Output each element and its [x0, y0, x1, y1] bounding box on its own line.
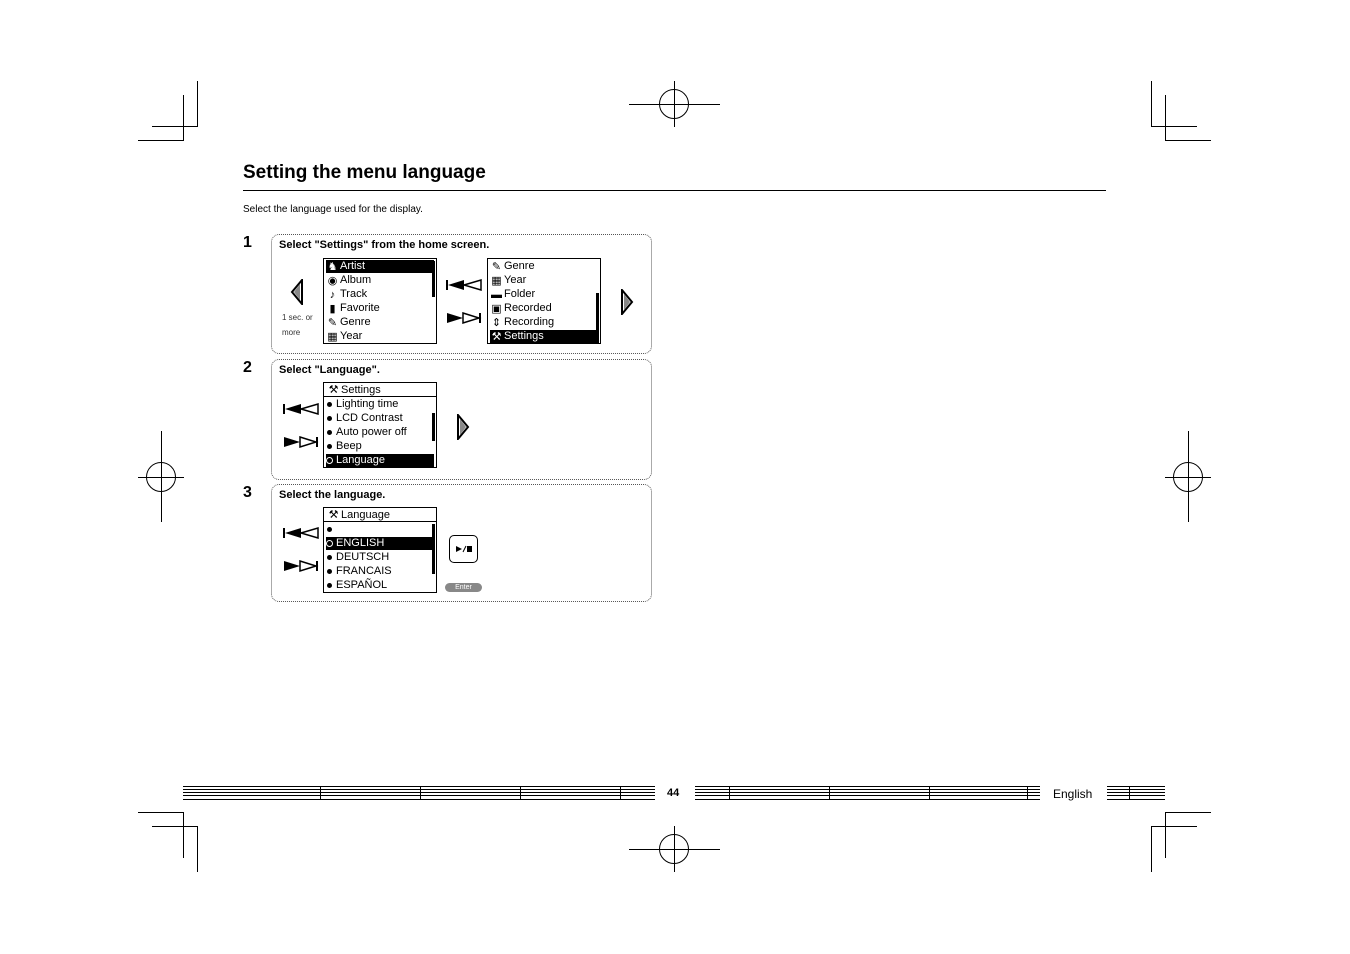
- settings-item: Beep: [326, 440, 362, 453]
- menu-item-folder: ▬ Folder: [491, 288, 536, 301]
- settings-item-language: Language: [326, 454, 434, 467]
- play-pause-button: [449, 535, 478, 563]
- bullet-icon: [327, 541, 332, 546]
- skip-forward-icon: [445, 312, 483, 324]
- skip-back-icon: [282, 527, 320, 539]
- footer-language: English: [1053, 787, 1093, 801]
- page-number: 44: [667, 787, 680, 799]
- step-2-label: Select "Language".: [279, 364, 380, 376]
- bullet-icon: [327, 402, 332, 407]
- album-icon: ◉: [327, 274, 338, 287]
- language-item: [326, 523, 336, 536]
- footer-bars-left: [183, 786, 655, 800]
- step-1-number: 1: [243, 234, 252, 251]
- year-icon: ▦: [327, 330, 338, 343]
- bullet-icon: [327, 527, 332, 532]
- wrench-icon: ⚒: [328, 508, 339, 521]
- scrollbar: [432, 524, 435, 574]
- year-icon: ▦: [491, 274, 502, 287]
- menu-item-recorded: ▣ Recorded: [491, 302, 552, 315]
- step-3-label: Select the language.: [279, 489, 386, 501]
- menu-item-genre: ✎ Genre: [327, 316, 371, 329]
- scrollbar: [432, 413, 435, 441]
- language-screen: [323, 507, 437, 593]
- menu-item-album: ◉ Album: [327, 274, 372, 287]
- wrench-icon: ⚒: [328, 383, 339, 396]
- folder-icon: ▬: [491, 288, 502, 301]
- step-1-label: Select "Settings" from the home screen.: [279, 239, 490, 251]
- settings-item: Auto power off: [326, 426, 407, 439]
- track-icon: ♪: [329, 288, 336, 301]
- recording-icon: ⇕: [491, 316, 502, 329]
- skip-back-icon: [445, 279, 483, 291]
- intro-text: Select the language used for the display.: [243, 204, 423, 215]
- skip-forward-icon: [282, 560, 320, 572]
- menu-item-favorite: ▮ Favorite: [326, 302, 380, 315]
- genre-icon: ✎: [491, 260, 502, 273]
- bullet-icon: [327, 444, 332, 449]
- menu-item-settings: ⚒ Settings: [490, 330, 598, 343]
- settings-header: ⚒ Settings: [324, 383, 436, 397]
- hold-note-line1: 1 sec. or: [282, 313, 313, 322]
- settings-item: LCD Contrast: [326, 412, 403, 425]
- footer-bars-middle: [695, 786, 1040, 800]
- language-header: ⚒ Language: [324, 508, 436, 522]
- bullet-icon: [327, 583, 332, 588]
- step-2-number: 2: [243, 359, 252, 376]
- step-3-number: 3: [243, 484, 252, 501]
- right-arrow-icon: [456, 414, 470, 440]
- scrollbar: [596, 293, 599, 343]
- recorded-icon: ▣: [491, 302, 502, 315]
- language-item: ESPAÑOL: [326, 579, 387, 592]
- hold-note-line2: more: [282, 328, 301, 337]
- page-title: Setting the menu language: [243, 162, 486, 183]
- wrench-icon: ⚒: [491, 330, 502, 343]
- favorite-icon: ▮: [329, 302, 336, 315]
- bullet-icon: [327, 430, 332, 435]
- language-item: DEUTSCH: [326, 551, 389, 564]
- home-screen-b: [487, 258, 601, 344]
- bullet-icon: [327, 458, 332, 463]
- title-rule: [243, 190, 1106, 191]
- bullet-icon: [327, 569, 332, 574]
- footer-bars-right: [1107, 786, 1165, 800]
- right-arrow-icon: [620, 289, 634, 315]
- menu-item-track: ♪ Track: [326, 288, 367, 301]
- skip-back-icon: [282, 403, 320, 415]
- enter-label: Enter: [445, 583, 482, 592]
- menu-item-year: ▦ Year: [491, 274, 527, 287]
- menu-item-artist: ♞ Artist: [326, 260, 434, 273]
- language-item-english: ENGLISH: [326, 537, 434, 550]
- menu-item-recording: ⇕ Recording: [491, 316, 555, 329]
- settings-screen: [323, 382, 437, 468]
- play-stop-icon: [450, 536, 477, 562]
- genre-icon: ✎: [327, 316, 338, 329]
- bullet-icon: [327, 555, 332, 560]
- bullet-icon: [327, 416, 332, 421]
- scrollbar: [432, 261, 435, 297]
- left-arrow-icon: [290, 279, 304, 305]
- skip-forward-icon: [282, 436, 320, 448]
- home-screen-a: [323, 258, 437, 344]
- menu-item-genre: ✎ Genre: [491, 260, 535, 273]
- language-item: FRANCAIS: [326, 565, 392, 578]
- settings-item: Lighting time: [326, 398, 398, 411]
- artist-icon: ♞: [327, 260, 338, 273]
- menu-item-year: ▦ Year: [327, 330, 363, 343]
